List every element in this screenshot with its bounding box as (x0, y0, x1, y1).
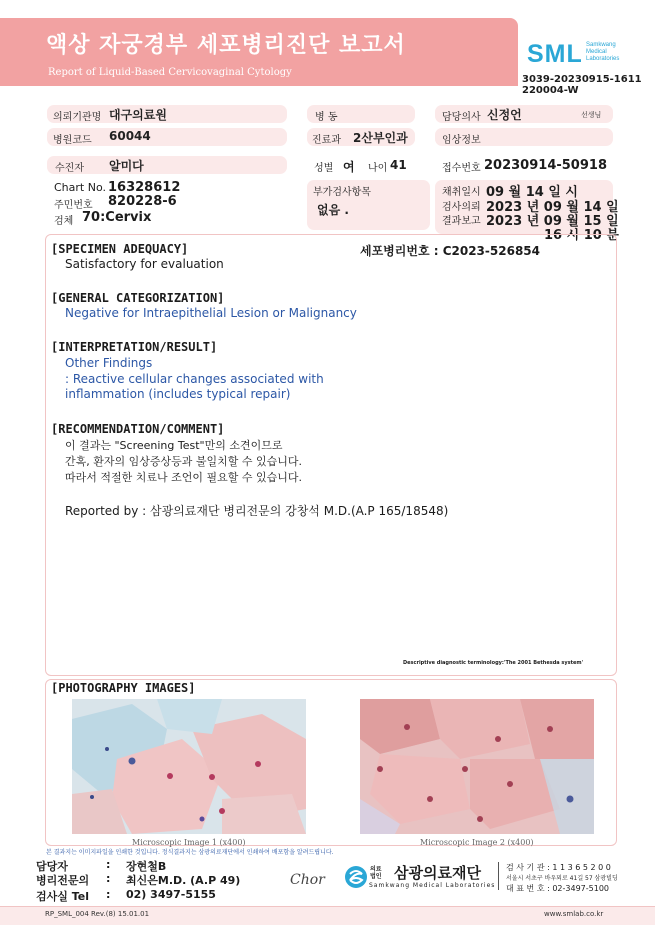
staff-label: 담당자 (36, 860, 68, 873)
ward-field: 병 동 (307, 105, 415, 123)
signature: Chor (290, 872, 325, 888)
address: 서울시 서초구 바우뫼로 41길 57 삼광빌딩 (506, 875, 618, 882)
specimen-value: 70:Cervix (82, 210, 152, 225)
footer-divider (498, 862, 499, 890)
main-phone: 대 표 번 호 : 02-3497-5100 (506, 884, 609, 893)
report-code-2: 220004-W (522, 85, 579, 96)
specimen-label: 검체 (54, 216, 74, 227)
cytology-number: 세포병리번호 : C2023-526854 (360, 244, 540, 258)
report-date-label: 결과보고 (442, 216, 481, 227)
recommendation-line: 따라서 적절한 치료나 조언이 필요할 수 있습니다. (65, 471, 302, 484)
reception-label: 접수번호 (442, 163, 481, 174)
recommendation-line: 이 결과는 "Screening Test"만의 소견이므로 (65, 439, 283, 452)
photo-title: [PHOTOGRAPHY IMAGES] (51, 681, 196, 695)
foundation-small-label: 의료 법인 (370, 866, 382, 880)
report-title: 액상 자궁경부 세포병리진단 보고서 (46, 33, 406, 58)
request-label: 검사의뢰 (442, 202, 481, 213)
adequacy-text: Satisfactory for evaluation (65, 257, 224, 271)
foundation-name-en: Samkwang Medical Laboratories (369, 882, 496, 889)
resident-label: 주민번호 (54, 200, 93, 211)
clinical-info-field: 임상정보 (435, 128, 613, 146)
report-code: 3039-20230915-1611 (522, 74, 642, 85)
institution-field: 의뢰기관명 대구의료원 (47, 105, 287, 123)
interpretation-line: inflammation (includes typical repair) (65, 387, 291, 401)
terminology-note: Descriptive diagnostic terminology:'The 2001 Bethesda system' (403, 660, 584, 666)
interpretation-line: Other Findings (65, 356, 153, 370)
department-field: 진료과 2산부인과 (307, 128, 415, 146)
sex-value: 여 (343, 160, 355, 174)
report-time: 16 시 10 분 (544, 228, 619, 243)
form-code: RP_SML_004 Rev.(8) 15.01.01 (45, 910, 150, 918)
resident-number: 820228-6 (108, 194, 177, 209)
reported-by: Reported by : 삼광의료재단 병리전문의 강창석 M.D.(A.P 165/18548) (65, 504, 449, 518)
foundation-name: 삼광의료재단 (394, 864, 481, 882)
recommendation-line: 간혹, 환자의 임상증상등과 불일치할 수 있습니다. (65, 455, 302, 468)
lab-tel-colon: : (106, 888, 111, 901)
chart-number: 16328612 (108, 180, 181, 195)
age-label: 나이 (368, 163, 388, 174)
staff-colon: : (106, 858, 111, 871)
age-value: 41 (390, 158, 407, 172)
microscopic-image-2-graphic (360, 699, 594, 834)
collect-label: 채취일시 (442, 187, 481, 198)
reception-number: 20230914-50918 (484, 158, 607, 173)
lab-tel-label: 검사실 Tel (36, 890, 89, 903)
interpretation-line: : Reactive cellular changes associated with (65, 372, 324, 386)
patient-field: 수진자 알미다 (47, 156, 287, 174)
general-text: Negative for Intraepithelial Lesion or Malignancy (65, 306, 357, 320)
microscopic-image-2 (360, 699, 594, 834)
staff-value: 장현철B (126, 860, 167, 873)
extra-test-field: 부가검사항목 없음 . (307, 180, 430, 230)
recommendation-title: [RECOMMENDATION/COMMENT] (51, 422, 225, 436)
sml-logo: SML (527, 40, 583, 68)
report-date: 2023 년 09 월 15 일 (486, 214, 619, 229)
foundation-logo-icon (345, 866, 367, 888)
image-1-caption: Microscopic Image 1 (x400) (132, 838, 246, 847)
interpretation-title: [INTERPRETATION/RESULT] (51, 340, 218, 354)
image-2-caption: Microscopic Image 2 (x400) (420, 838, 534, 847)
microscopic-image-1 (72, 699, 306, 834)
pathologist-label: 병리전문의 (36, 874, 90, 887)
hospital-code-field: 병원코드 60044 (47, 128, 287, 146)
request-date: 2023 년 09 월 14 일 (486, 200, 619, 215)
doctor-field: 담당의사 신정언 선생님 (435, 105, 613, 123)
chart-label: Chart No. (54, 181, 106, 194)
collect-date: 09 월 14 일 시 (486, 185, 578, 200)
sml-logo-subtitle: Samkwang Medical Laboratories (586, 42, 620, 62)
report-subtitle: Report of Liquid-Based Cervicovaginal Cytology (48, 67, 292, 78)
pathologist-colon: : (106, 872, 111, 885)
adequacy-title: [SPECIMEN ADEQUACY] (51, 242, 189, 256)
website-url[interactable]: www.smlab.co.kr (544, 910, 604, 918)
microscopic-image-1-graphic (72, 699, 306, 834)
pathologist-value: 최신은M.D. (A.P 49) (126, 874, 241, 887)
print-notice: 본 결과지는 이미지파일을 인쇄한 것입니다. 정식결과지는 삼광의료재단에서 인쇄하여 배포함을 알려드립니다. (46, 849, 334, 856)
general-title: [GENERAL CATEGORIZATION] (51, 291, 225, 305)
sex-label: 성별 (314, 163, 334, 174)
lab-tel-value: 02) 3497-5155 (126, 888, 216, 901)
org-code: 검 사 기 관 : 1 1 3 6 5 2 0 0 (506, 863, 611, 872)
